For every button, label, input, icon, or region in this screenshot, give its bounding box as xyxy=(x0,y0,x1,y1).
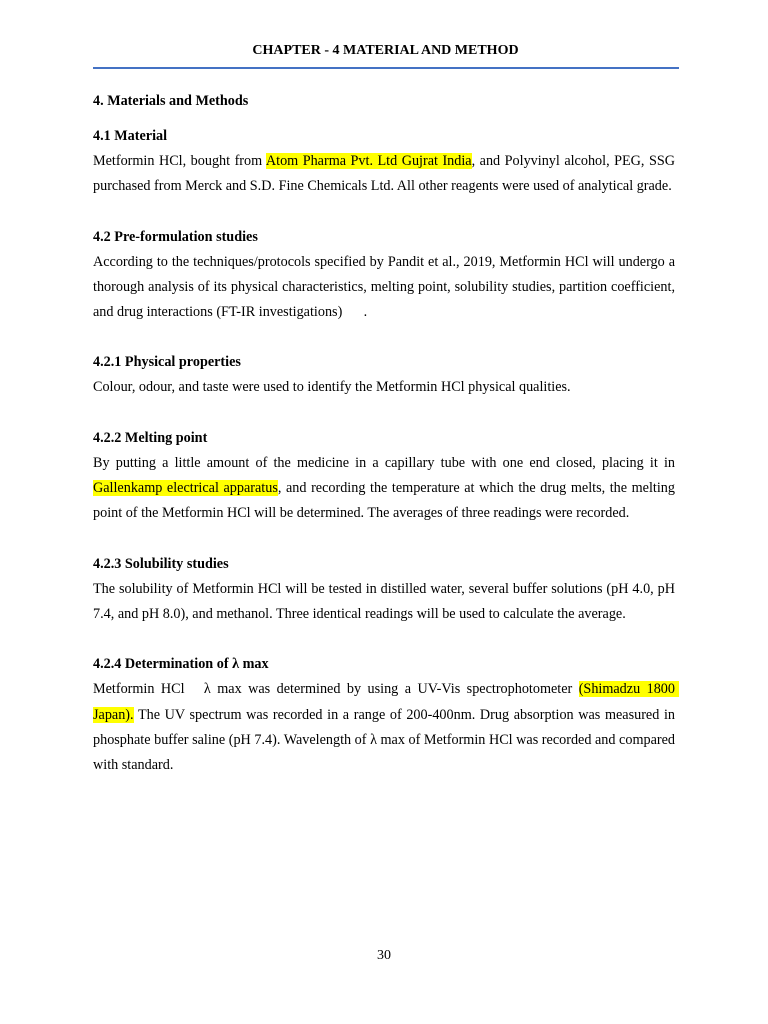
paragraph-lambda xyxy=(93,677,679,778)
highlighted-text: Atom Pharma Pvt. Ltd Gujrat India xyxy=(265,153,472,169)
paragraph-material xyxy=(93,149,675,200)
section-heading-melting: 4.2.2 Melting point xyxy=(93,429,208,446)
header-rule xyxy=(93,67,679,69)
paragraph-melting xyxy=(93,451,675,527)
paragraph-text: The UV spectrum was recorded in a range of 200-400nm. Drug absorption was measured in phosphate buffer saline (pH 7.4). Wavelength of λ max of Metformin HCl was recorded and compared with standard. xyxy=(93,706,679,774)
paragraph-text: Metformin HCl λ max was determined by using a UV-Vis spectrophotometer xyxy=(93,681,579,698)
paragraph-text: By putting a little amount of the medicine in a capillary tube with one end closed, placing it in xyxy=(93,454,675,471)
paragraph-physical: Colour, odour, and taste were used to identify the Metformin HCl physical qualities. xyxy=(93,379,571,396)
paragraph-text: , and recording the temperature at which the drug melts, the melting point of the Metformin HCl will be determined. The averages of three readings were recorded. xyxy=(93,480,675,522)
paragraph-preformulation: According to the techniques/protocols specified by Pandit et al., 2019, Metformin HCl will undergo a thorough analysis of its physical characteristics, melting point, solubility studies, partition coefficient, and drug interactions (FT-IR investigations) . xyxy=(93,253,679,321)
page-content xyxy=(93,89,679,803)
highlighted-text: (Shimadzu 1800 Japan). xyxy=(93,681,679,723)
section-heading-physical: 4.2.1 Physical properties xyxy=(93,354,241,371)
paragraph-text: , and Polyvinyl alcohol, PEG, SSG purchased from Merck and S.D. Fine Chemicals Ltd. All other reagents were used of analytical grade. xyxy=(93,153,676,195)
chapter-header: CHAPTER - 4 MATERIAL AND METHOD xyxy=(252,43,519,58)
document-page xyxy=(93,0,679,1024)
highlighted-text: Gallenkamp electrical apparatus xyxy=(93,480,278,497)
page-number: 30 xyxy=(377,948,391,963)
section-heading-lambda: 4.2.4 Determination of λ max xyxy=(93,656,269,673)
section-heading-main: 4. Materials and Methods xyxy=(93,93,249,109)
section-heading-preformulation: 4.2 Pre-formulation studies xyxy=(93,228,258,245)
paragraph-solubility: The solubility of Metformin HCl will be tested in distilled water, several buffer solutions (pH 4.0, pH 7.4, and pH 8.0), and methanol. Three identical readings will be used to calculate the average. xyxy=(93,580,675,622)
section-heading-material: 4.1 Material xyxy=(93,128,168,144)
paragraph-text: Metformin HCl, bought from xyxy=(93,153,266,169)
section-heading-solubility: 4.2.3 Solubility studies xyxy=(93,555,229,572)
